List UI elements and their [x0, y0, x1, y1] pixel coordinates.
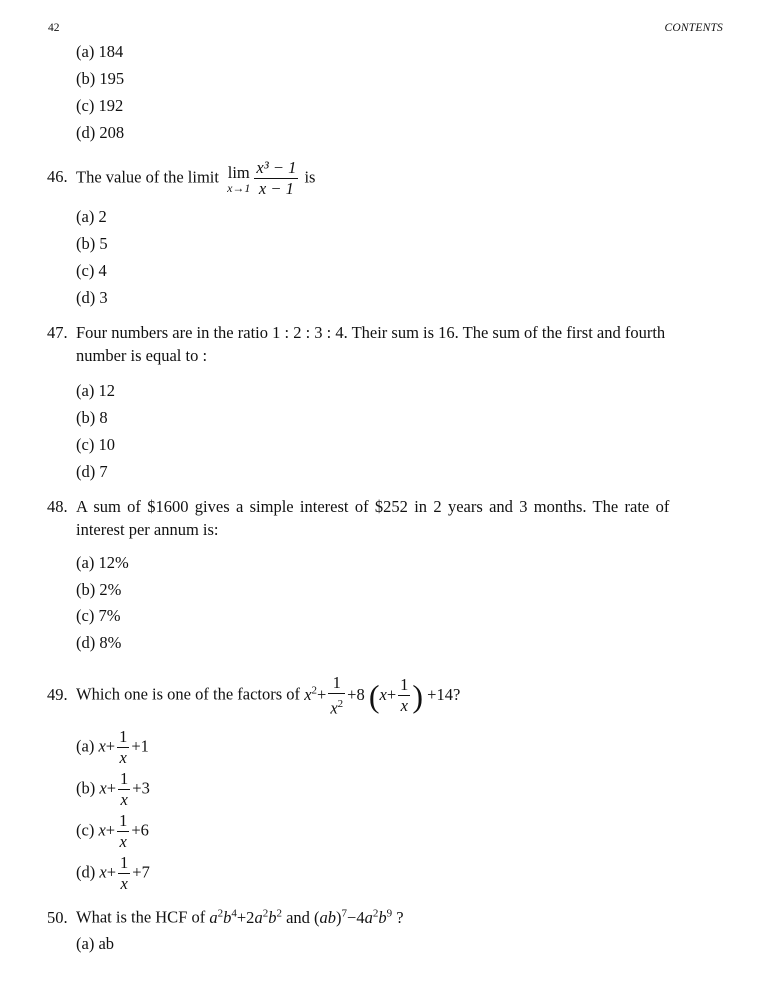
question-number: 47. [47, 323, 68, 342]
q49-option-a: (a) x+ $\frac{1}{x}$ +1 [76, 727, 149, 767]
q50-option-a: (a) ab [76, 934, 115, 953]
q47-option-d: (d) 7 [76, 462, 108, 481]
question-text: What is the HCF of [76, 907, 206, 927]
question-text-end: is [304, 167, 316, 187]
q46-option-c: (c) 4 [76, 261, 107, 280]
q46-option-a: (a) 2 [76, 207, 107, 226]
question-text: The value of the limit [76, 167, 219, 187]
q48-option-d: (d) 8% [76, 633, 122, 652]
question-47-continuation: number is equal to : [76, 346, 208, 365]
question-46 [47, 158, 723, 199]
q49-option-c: (c) x+ $\frac{1}{x}$ +6 [76, 811, 149, 851]
question-50 [47, 903, 723, 928]
question-text: Which one is one of the factors of [76, 684, 301, 704]
q45-option-c: (c) 192 [76, 96, 124, 115]
question-text: Four numbers are in the ratio 1 : 2 : 3 : 4. Their sum is 16. The sum of the first and fourth [76, 323, 666, 342]
question-48 [47, 497, 723, 517]
question-text: A sum of $1600 gives a simple interest of $252 in 2 years and 3 months. The rate of [76, 497, 670, 516]
q45-option-d: (d) 208 [76, 123, 125, 142]
q45-option-b: (b) 195 [76, 69, 125, 88]
q49-option-b: (b) x+ $\frac{1}{x}$ +3 [76, 769, 150, 809]
q45-option-a: (a) 184 [76, 42, 124, 61]
q46-option-d: (d) 3 [76, 288, 108, 307]
q47-option-b: (b) 8 [76, 408, 108, 427]
q48-option-a: (a) 12% [76, 553, 129, 572]
hcf-expression: $a^2b^4+2a^2b^2$ and $(ab)^7-4a^2b^9$ ? [209, 907, 404, 927]
question-48-continuation: interest per annum is: [76, 520, 219, 539]
question-number: 46. [47, 167, 68, 187]
q46-option-b: (b) 5 [76, 234, 108, 253]
running-header: CONTENTS [664, 22, 723, 34]
factor-expression: $x^2+$ $\frac{1}{x^2}$ +8 (x+ $\frac{1}{x}$ ) +14? [304, 673, 461, 718]
limit-operator: lim x→1 [227, 162, 251, 195]
limit-fraction: $\frac{\text{x³ − 1}}{x - 1}$ [256, 158, 297, 198]
q49-option-d: (d) x+ $\frac{1}{x}$ +7 [76, 853, 150, 893]
question-number: 50. [47, 907, 68, 927]
q48-option-c: (c) 7% [76, 606, 121, 625]
q47-option-c: (c) 10 [76, 435, 115, 454]
question-number: 48. [47, 497, 68, 516]
page-number: 42 [48, 22, 60, 34]
question-47 [47, 323, 723, 343]
question-49 [47, 673, 723, 719]
question-number: 49. [47, 684, 68, 704]
q48-option-b: (b) 2% [76, 580, 122, 599]
q47-option-a: (a) 12 [76, 381, 115, 400]
